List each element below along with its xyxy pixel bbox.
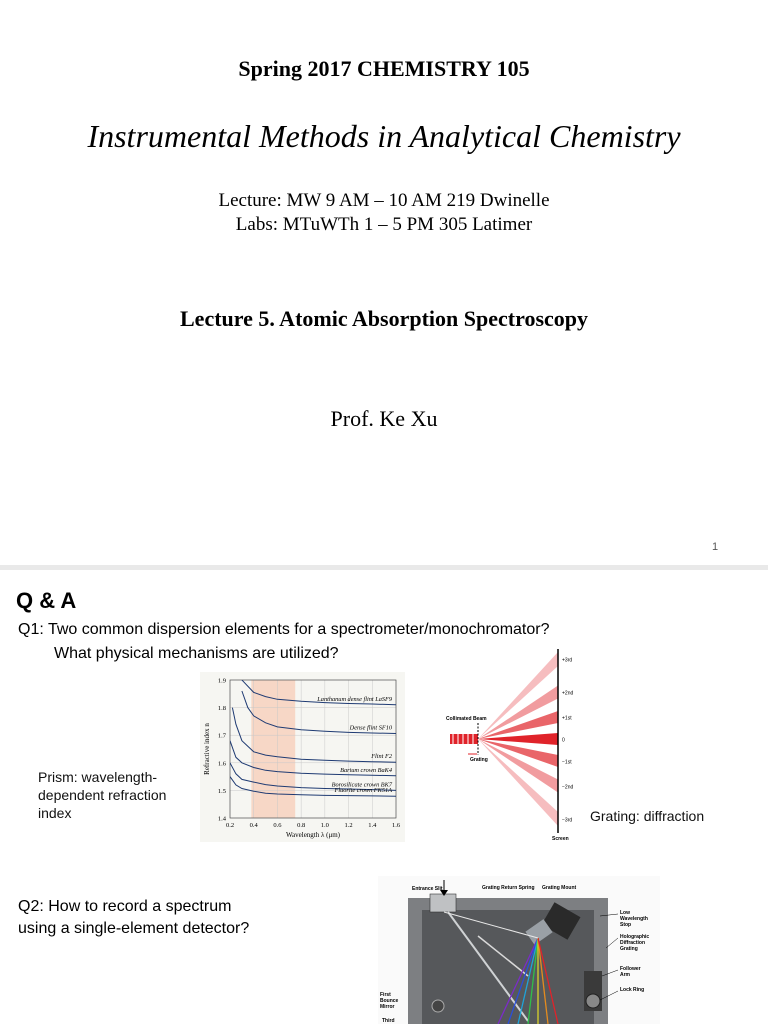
spectrometer-label: Entrance Slit (412, 886, 443, 892)
order-label: +2nd (562, 690, 574, 697)
x-tick-label: 0.4 (249, 822, 258, 829)
x-tick-label: 1.2 (344, 822, 353, 829)
order-label: −2nd (562, 784, 574, 791)
collimated-beam-label: Collimated Beam (446, 716, 487, 722)
diffraction-order-beam (478, 733, 558, 745)
question-2-line-1: Q2: How to record a spectrum (18, 898, 232, 915)
entrance-slit-block (430, 894, 456, 912)
spectrometer-label: Bounce (380, 998, 399, 1004)
order-label: −3rd (562, 817, 573, 824)
y-tick-label: 1.6 (217, 760, 226, 768)
spectrometer-label: First (380, 992, 391, 998)
spectrometer-label: Low (620, 910, 630, 916)
prism-caption: Prism: wavelength-dependent refraction index (38, 769, 167, 821)
spectrometer-label: Lock Ring (620, 987, 645, 993)
spectrometer-label: Grating Return Spring (482, 885, 535, 891)
series-label: Fluorite crown FK51A (334, 787, 392, 795)
first-bounce-mirror (432, 1000, 444, 1012)
lecture-schedule: Lecture: MW 9 AM – 10 AM 219 Dwinelle (218, 190, 550, 211)
grating-diffraction-figure (440, 647, 575, 842)
x-tick-label: 0.2 (225, 822, 235, 829)
y-tick-label: 1.4 (217, 815, 226, 823)
series-label: Borosilicate crown BK7 (331, 781, 392, 789)
x-tick-label: 1.6 (391, 822, 401, 829)
screen-label: Screen (552, 836, 569, 842)
series-label: Lanthanum dense flint LaSF9 (317, 695, 392, 703)
grating-caption: Grating: diffraction (590, 808, 705, 824)
spectrometer-label: Follower (620, 966, 641, 972)
order-label: +3rd (562, 657, 573, 664)
y-tick-label: 1.9 (217, 677, 226, 685)
question-2-line-2: using a single-element detector? (18, 920, 250, 937)
grating-label: Grating (470, 757, 488, 763)
order-label: −1st (562, 759, 572, 766)
professor-name: Prof. Ke Xu (330, 406, 438, 431)
slide-divider (0, 565, 768, 570)
spectrometer-label: Stop (620, 922, 632, 928)
lecture-title: Lecture 5. Atomic Absorption Spectroscopy (180, 306, 588, 331)
spectrometer-label: Third (382, 1018, 395, 1024)
series-label: Flint F2 (371, 753, 392, 761)
collimated-beam (450, 734, 478, 744)
order-label: 0 (562, 737, 565, 744)
y-axis-label: Refractive index n (203, 723, 211, 775)
y-tick-label: 1.8 (217, 705, 226, 713)
x-axis-label: Wavelength λ (μm) (285, 831, 341, 839)
spectrometer-label: Grating Mount (542, 885, 577, 891)
labs-schedule: Labs: MTuWTh 1 – 5 PM 305 Latimer (235, 214, 533, 235)
spectrometer-label: Diffraction (620, 940, 645, 946)
course-title: Spring 2017 CHEMISTRY 105 (238, 56, 530, 81)
series-label: Dense flint SF10 (349, 724, 392, 732)
question-1-line-2: What physical mechanisms are utilized? (54, 645, 339, 662)
qa-heading: Q & A (16, 588, 77, 613)
spectrometer-label: Holographic (620, 934, 650, 940)
spectrometer-label: Grating (620, 946, 638, 952)
spectrometer-label: Wavelength (620, 916, 648, 922)
y-tick-label: 1.7 (217, 732, 226, 740)
spectrometer-label: Mirror (380, 1004, 395, 1010)
x-tick-label: 1.4 (368, 822, 377, 829)
x-tick-label: 0.8 (297, 822, 306, 829)
refractive-index-chart (200, 672, 405, 842)
spectrometer-photo (378, 876, 660, 1024)
question-1-line-1: Q1: Two common dispersion elements for a spectrometer/monochromator? (18, 621, 550, 638)
order-label: +1st (562, 715, 572, 722)
page-number: 1 (712, 541, 719, 553)
course-subtitle: Instrumental Methods in Analytical Chemistry (87, 118, 681, 154)
y-tick-label: 1.5 (217, 787, 226, 795)
x-tick-label: 1.0 (320, 822, 329, 829)
lock-ring (586, 994, 600, 1008)
spectrometer-label: Arm (620, 972, 631, 978)
series-label: Barium crown BaK4 (340, 766, 392, 774)
x-tick-label: 0.6 (273, 822, 282, 829)
